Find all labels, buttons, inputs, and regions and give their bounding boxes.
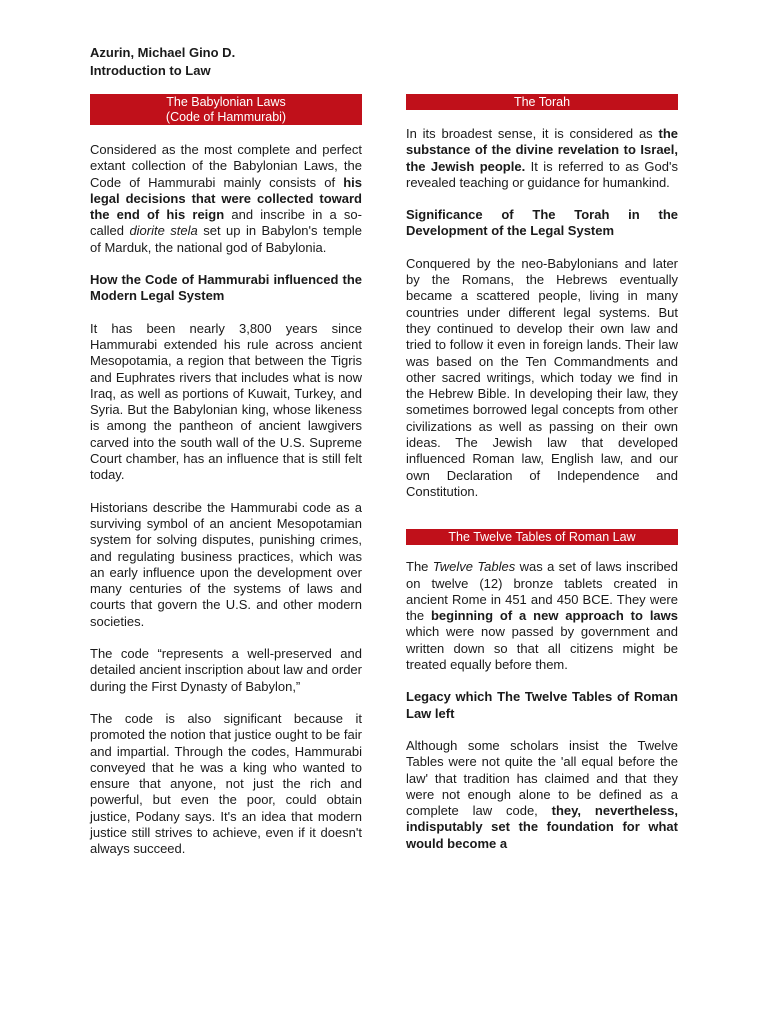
banner-title: The Babylonian Laws bbox=[166, 95, 286, 109]
paragraph-justice: The code is also significant because it promoted the notion that justice ought to be fair and impartial. Through the codes, Hammurabi conveyed that he was a king who wanted to ensure that anyone, not just the rich and powerful, but even the poor, could obtain justice, Podany says. It's an idea that modern justice still strives to achieve, even if it doesn't always succeed. bbox=[90, 710, 362, 857]
paragraph-historians: Historians describe the Hammurabi code as a surviving symbol of an ancient Mesopotamian system for solving disputes, punishing crimes, and regulating business practices, which was an early influence upon the development over many centuries of the systems of laws and courts that govern the U.S. and other modern societies. bbox=[90, 499, 362, 629]
banner-title: The Twelve Tables of Roman Law bbox=[448, 530, 636, 545]
text-run: Considered as the most complete and perfect extant collection of the Babylonian Laws, the Code of Hammurabi mainly consists of bbox=[90, 142, 362, 190]
paragraph-quote: The code “represents a well-preserved and detailed ancient inscription about law and order during the First Dynasty of Babylon,” bbox=[90, 646, 362, 694]
italic-text: diorite stela bbox=[129, 223, 198, 239]
text-run: The bbox=[406, 559, 433, 575]
twelve-tables-banner bbox=[406, 529, 678, 545]
babylonian-laws-banner bbox=[90, 94, 362, 125]
twelve-tables-paragraph bbox=[406, 559, 678, 673]
paragraph-history: It has been nearly 3,800 years since Hammurabi extended his rule across ancient Mesopotamia, a region that between the Tigris and Euphrates rivers that includes what is now Iraq, as well as portions of Kuwait, Turkey, and Syria. But the Babylonian king, whose likeness is among the pantheon of ancient lawgivers carved into the south wall of the U.S. Supreme Court chamber, has an influence that is still felt today. bbox=[90, 320, 362, 483]
italic-text: Twelve Tables bbox=[432, 559, 516, 575]
text-run: Although some scholars insist the Twelve Tables were not quite the 'all equal before the law' that tradition has claimed and that they were not enough alone to be defined as a complete law code, bbox=[406, 737, 678, 819]
left-column bbox=[90, 94, 362, 858]
bold-text: his legal decisions that were collected toward the end of his reign bbox=[90, 174, 362, 223]
text-run: and inscribe in a so-called bbox=[90, 207, 362, 239]
torah-banner bbox=[406, 94, 678, 110]
text-run: In its broadest sense, it is considered as bbox=[406, 126, 659, 141]
paragraph-torah-significance: Conquered by the neo-Babylonians and later by the Romans, the Hebrews eventually became a scattered people, living in many countries under different legal systems. But they continued to develop their own law and tried to follow it even in foreign lands. Their law was based on the Ten Commandments and other sacred writings, which today we find in the Hebrew Bible. In developing their law, they sometimes borrowed legal concepts from other civilizations as well as passing on their own ideas. The Jewish law that developed influenced Roman law, English law, and our own Declaration of Independence and Constitution. bbox=[406, 255, 678, 499]
section-heading: Significance of The Torah in the Development of the Legal System bbox=[406, 207, 678, 239]
legacy-paragraph bbox=[406, 738, 678, 852]
text-run: It is referred to as God's revealed teaching or guidance for humankind. bbox=[406, 158, 678, 190]
text-run: set up in Babylon's temple of Marduk, the national god of Babylonia. bbox=[90, 223, 363, 255]
bold-text: the substance of the divine revelation to Israel, the Jewish people. bbox=[406, 126, 678, 174]
banner-title: The Torah bbox=[513, 95, 571, 109]
bold-text: beginning of a new approach to laws bbox=[430, 608, 678, 624]
section-heading: Legacy which The Twelve Tables of Roman Law left bbox=[406, 689, 678, 721]
author-name: Azurin, Michael Gino D. bbox=[90, 45, 236, 60]
torah-intro-paragraph bbox=[406, 126, 678, 191]
course-title: Introduction to Law bbox=[90, 63, 211, 78]
bold-text: they, nevertheless, indisputably set the foundation for what would become a bbox=[406, 803, 678, 851]
banner-subtitle: (Code of Hammurabi) bbox=[165, 110, 287, 124]
hammurabi-intro-paragraph bbox=[90, 142, 362, 256]
section-heading: How the Code of Hammurabi influenced the Modern Legal System bbox=[90, 272, 362, 304]
text-run: was a set of laws inscribed on twelve (12) bronze tablets created in ancient Rome in 451 and 450 BCE. They were the bbox=[406, 559, 679, 624]
right-column bbox=[406, 94, 678, 852]
text-run: which were now passed by government and written down so that all citizens might be treated equally before them. bbox=[406, 624, 678, 673]
document-header bbox=[90, 44, 235, 80]
